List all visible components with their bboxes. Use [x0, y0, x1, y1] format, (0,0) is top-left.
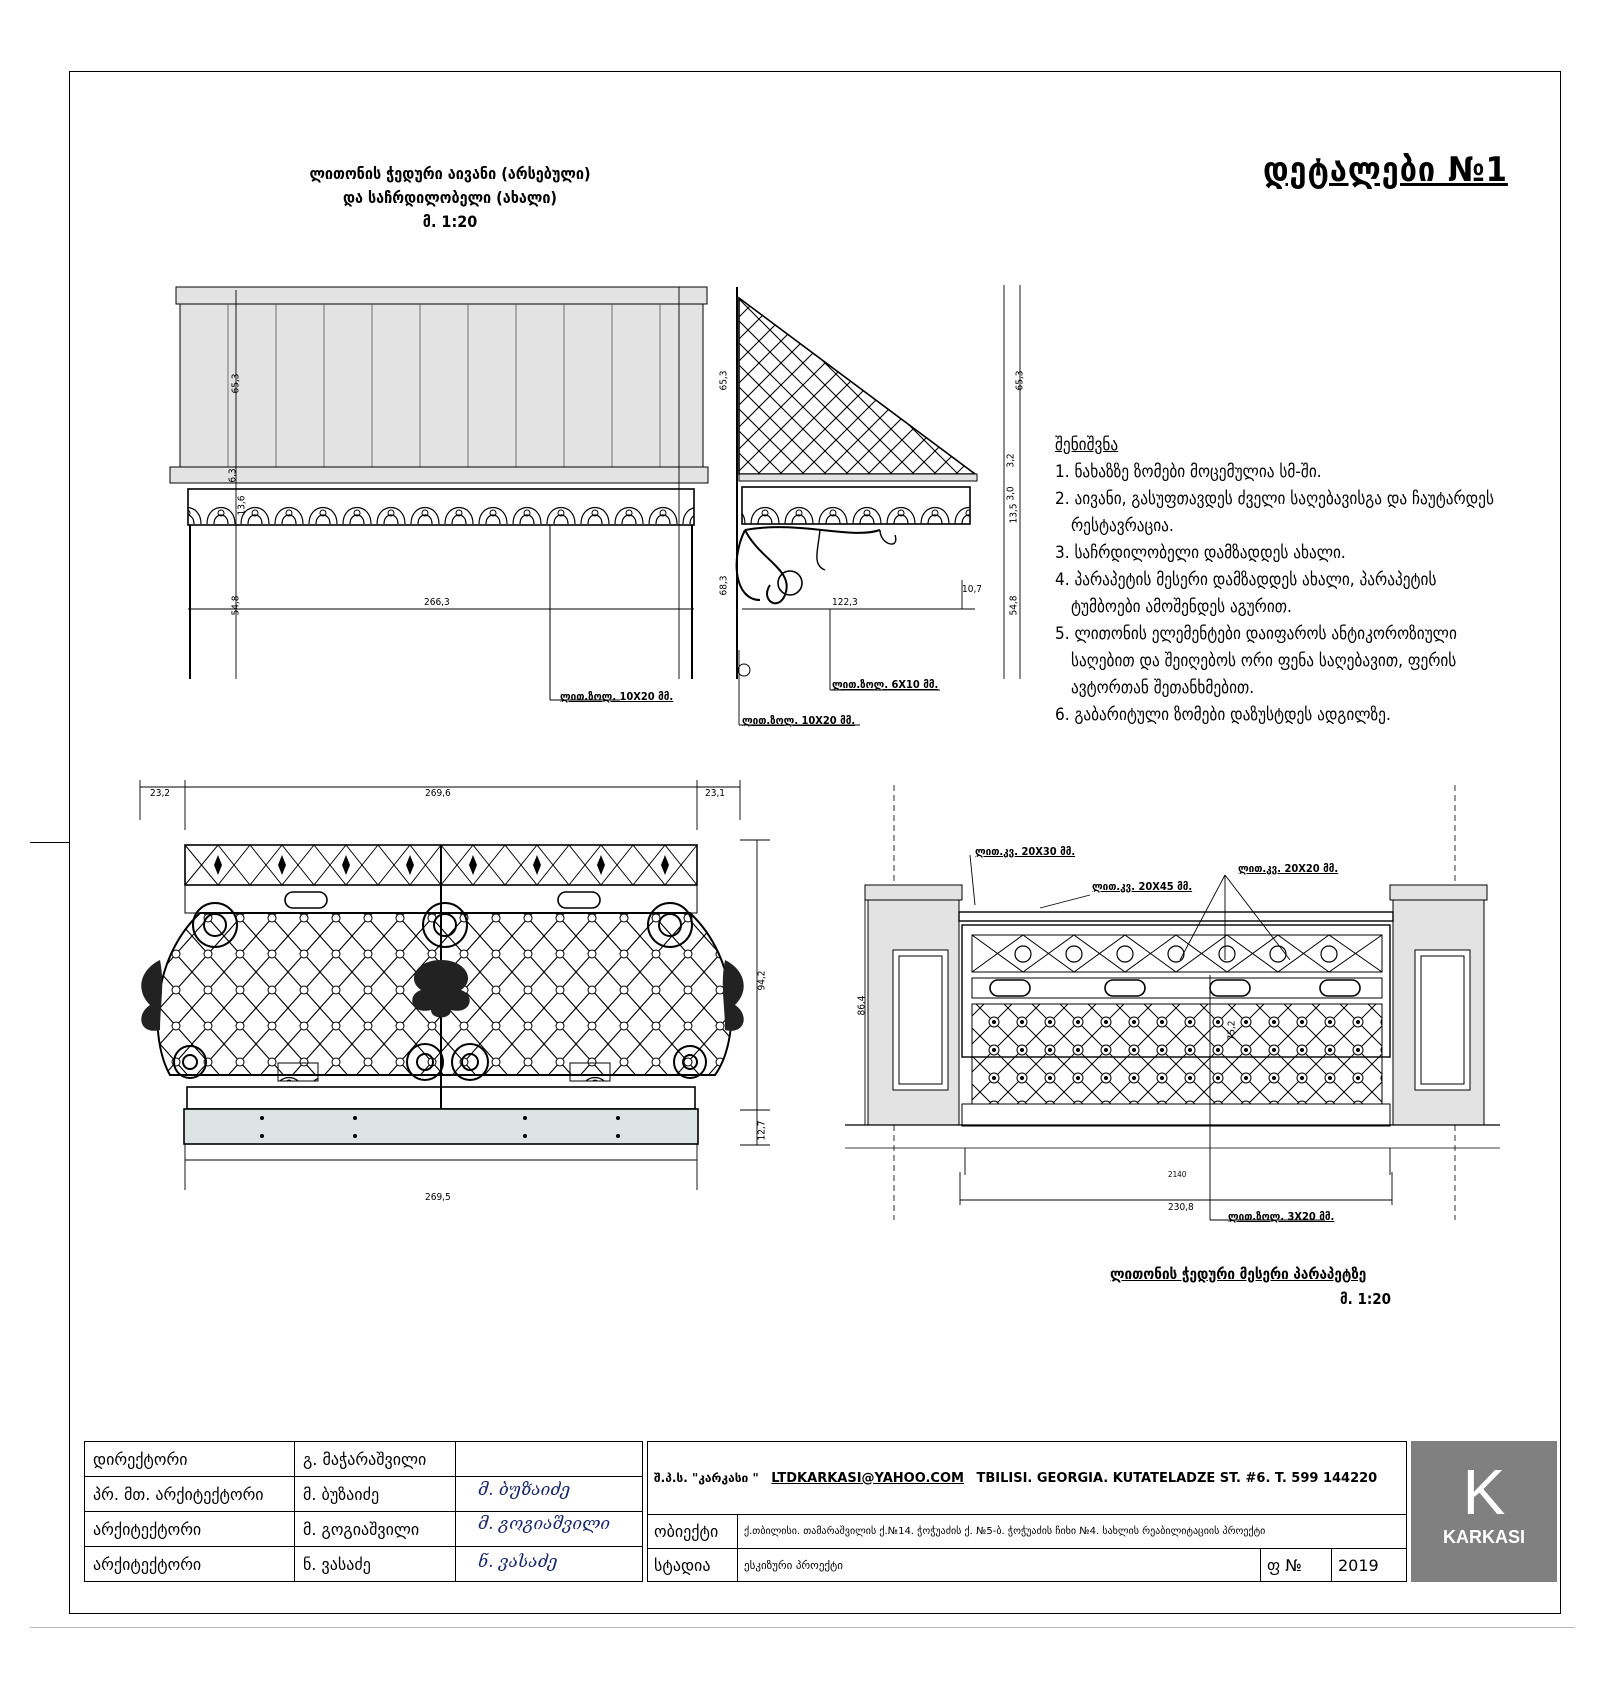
note-item: 5. ლითონის ელემენტები დაიფაროს ანტიკოროზიული	[1055, 624, 1457, 644]
sheet-number-label: ფ №	[1261, 1548, 1332, 1582]
dim-label: 75,2	[1226, 1020, 1238, 1041]
signature-cell	[456, 1442, 643, 1477]
stage-row	[648, 1548, 1406, 1582]
stage-value: ესკიზური პროექტი	[738, 1548, 1261, 1582]
dim-label: 94,2	[756, 970, 768, 991]
canopy-front-elevation	[170, 287, 708, 700]
dim-label: 54,8	[1008, 595, 1020, 616]
name-cell: გ. მაჭარაშვილი	[295, 1442, 456, 1477]
signature: მ. გოგიაშვილი	[478, 1514, 611, 1534]
company-row	[648, 1442, 1406, 1515]
note-item: ტუმბოები ამოშენდეს აგურით.	[1071, 597, 1292, 617]
staff-table	[84, 1441, 643, 1582]
logo-name: KARKASI	[1442, 1527, 1525, 1547]
table-row	[85, 1547, 643, 1582]
notes-heading: შენიშვნა	[1055, 435, 1119, 455]
canopy-section-title	[280, 162, 620, 234]
year-value: 2019	[1338, 1555, 1379, 1575]
notes-block	[1055, 432, 1494, 729]
note-item: ავტორთან შეთანხმებით.	[1071, 678, 1255, 698]
stage-label: სტადია	[648, 1548, 738, 1582]
note-item: 2. აივანი, გასუფთავდეს ძველი საღებავისგა და ჩაუტარდეს	[1055, 489, 1494, 509]
canopy-scale: მ. 1:20	[422, 212, 478, 231]
dim-label: 10,7	[962, 584, 983, 595]
callout-label: ლით.ზოლ. 6X10 მმ.	[832, 678, 939, 691]
callout-label: ლით.კვ. 20X45 მმ.	[1092, 880, 1193, 893]
role-cell: პრ. მთ. არქიტექტორი	[85, 1477, 295, 1512]
company-name: შ.პ.ს. "კარკასი "	[654, 1471, 759, 1485]
dim-label: 230,8	[1168, 1202, 1194, 1213]
dim-label: 65,3	[718, 370, 730, 391]
signature: მ. ბუზაიძე	[478, 1480, 571, 1500]
note-item: 4. პარაპეტის მესერი დამზადდეს ახალი, პარაპეტის	[1055, 570, 1437, 590]
object-row	[648, 1514, 1406, 1549]
object-label: ობიექტი	[648, 1514, 738, 1548]
callout-label: ლით.კვ. 20X30 მმ.	[975, 845, 1076, 858]
dim-label: 6,3	[227, 468, 239, 483]
company-address: TBILISI. GEORGIA. KUTATELADZE ST. #6. T. 599 144220	[976, 1470, 1378, 1486]
sheet-title: დეტალები №1	[1263, 150, 1508, 190]
dim-label: 23,1	[705, 788, 726, 799]
note-item: 3. საჩრდილობელი დამზადდეს ახალი.	[1055, 543, 1346, 563]
dim-label: 65,3	[230, 373, 242, 394]
name-cell: მ. გოგიაშვილი	[295, 1512, 456, 1547]
callout-label: ლით.ზოლ. 3X20 მმ.	[1228, 1210, 1335, 1223]
company-logo	[1411, 1441, 1557, 1582]
dim-label: 54,8	[230, 595, 242, 616]
dim-label: 65,3	[1014, 370, 1026, 391]
note-item: 1. ნახაზზე ზომები მოცემულია სმ-ში.	[1055, 462, 1322, 482]
signature: ნ. ვასაძე	[478, 1552, 558, 1572]
object-value: ქ.თბილისი. თამარაშვილის ქ.№14. ჭოჭუაძის ქ. №5-ბ. ჭოჭუაძის ჩიხი №4. სახლის რეაბილიტაციის პროექტი	[744, 1525, 1266, 1537]
dim-label: 3,0	[1005, 486, 1017, 501]
parapet-fence-elevation	[845, 785, 1500, 1220]
dim-label: 68,3	[718, 575, 730, 596]
dim-label: 12,7	[756, 1120, 768, 1141]
dim-label: 13,5	[1008, 503, 1020, 524]
role-cell: დირექტორი	[85, 1442, 295, 1477]
balcony-front-elevation	[140, 780, 770, 1190]
dim-label: 23,2	[150, 788, 171, 799]
canopy-side-elevation	[737, 285, 1020, 725]
project-info-block	[647, 1441, 1407, 1582]
dim-label: 266,3	[424, 597, 450, 608]
parapet-section-title: ლითონის ჭედური მესერი პარაპეტზე	[1110, 1265, 1367, 1283]
callout-label: ლით.ზოლ. 10X20 მმ.	[560, 690, 674, 703]
dim-label: 2140	[1168, 1170, 1187, 1179]
callout-label: ლით.კვ. 20X20 მმ.	[1238, 862, 1339, 875]
dim-label: 269,5	[425, 1192, 451, 1203]
note-item: 6. გაბარიტული ზომები დაზუსტდეს ადგილზე.	[1055, 705, 1391, 725]
table-row	[85, 1442, 643, 1477]
canopy-title-line2: და საჩრდილობელი (ახალი)	[342, 188, 558, 207]
callout-label: ლით.ზოლ. 10X20 მმ.	[742, 714, 856, 727]
role-cell: არქიტექტორი	[85, 1547, 295, 1582]
dim-label: 13,6	[236, 495, 248, 516]
canopy-title-line1: ლითონის ჭედური აივანი (არსებული)	[309, 164, 591, 183]
note-item: საღებით და შეიღებოს ორი ფენა საღებავით, ფერის	[1071, 651, 1457, 671]
dim-label: 269,6	[425, 788, 451, 799]
dim-label: 122,3	[832, 597, 858, 608]
note-item: რესტავრაცია.	[1071, 516, 1174, 536]
dim-label: 3,2	[1005, 453, 1017, 468]
parapet-scale: მ. 1:20	[1340, 1290, 1392, 1308]
name-cell: მ. ბუზაიძე	[295, 1477, 456, 1512]
logo-letter: K	[1462, 1456, 1506, 1528]
role-cell: არქიტექტორი	[85, 1512, 295, 1547]
dim-label: 86,4	[856, 995, 868, 1016]
company-email: LTDKARKASI@YAHOO.COM	[771, 1470, 964, 1486]
name-cell: ნ. ვასაძე	[295, 1547, 456, 1582]
